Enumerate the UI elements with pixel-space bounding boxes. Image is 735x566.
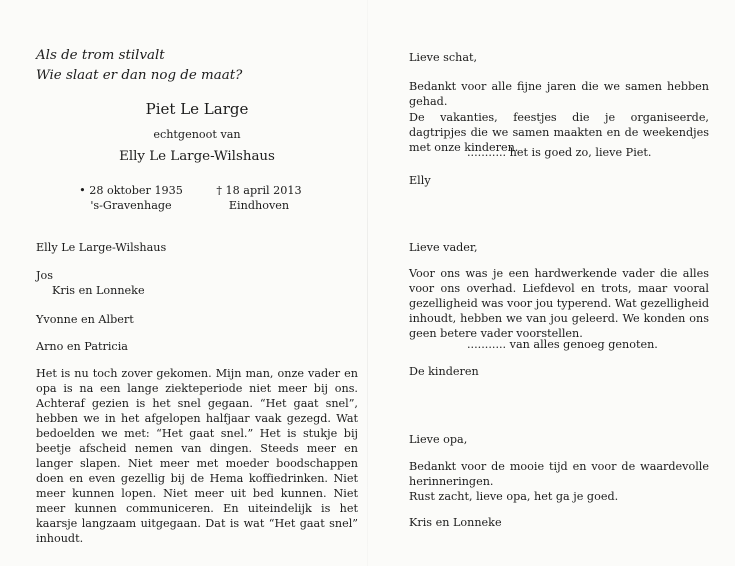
letter-wife-body-1: Bedankt voor alle fijne jaren die we samen hebben gehad. [409, 80, 709, 108]
letter-grandchildren-body-1: Bedankt voor de mooie tijd en voor de waardevolle herinneringen. [409, 460, 709, 488]
letter-wife-body-2: De vakanties, feestjes die je organiseerde, dagtripjes die we samen maakten en de weekendjes met onze kinderen. [409, 111, 709, 154]
family-child-3: Arno en Patricia [36, 340, 128, 353]
motto-line-1: Als de trom stilvalt [36, 48, 165, 63]
death-place: Eindhoven [228, 199, 290, 212]
letter-grandchildren-greeting: Lieve opa, [409, 433, 468, 446]
family-spouse: Elly Le Large-Wilshaus [36, 241, 167, 254]
family-child-2: Yvonne en Albert [36, 313, 134, 326]
letter-children-closing: ........... van alles genoeg genoten. [467, 338, 658, 351]
letter-wife-closing: ........... het is goed zo, lieve Piet. [467, 146, 652, 159]
death-date: † 18 april 2013 [216, 184, 302, 197]
motto [36, 46, 242, 86]
letter-grandchildren-body-2: Rust zacht, lieve opa, het ga je goed. [409, 490, 619, 503]
letter-wife-signature: Elly [409, 174, 431, 187]
letter-children-body: Voor ons was je een hardwerkende vader die alles voor ons overhad. Liefdevol en trots, maar vooral gezelligheid was voor jou typerend. Wat gezelligheid inhoudt, hebben we van jou geleerd. We konden ons geen betere vader voorstellen. [409, 267, 709, 340]
deceased-name: Piet Le Large [145, 100, 249, 118]
story-text: Het is nu toch zover gekomen. Mijn man, onze vader en opa is na een lange ziekteperiode niet meer bij ons. Achteraf gezien is het snel gegaan. “Het gaat snel”, hebben we in het afgelopen halfjaar vaak gezegd. Wat bedoelden we met: “Het gaat snel.” Het is stukje bij beetje afscheid nemen van dingen. Steeds meer en langer slapen. Niet meer met moeder boodschappen doen en even gezellig bij de Hema koffiedrinken. Niet meer kunnen lopen. Niet meer uit bed kunnen. Niet meer kunnen communiceren. En uiteindelijk is het kaarsje langzaam uitgegaan. Dat is wat “Het gaat snel” inhoudt. [36, 367, 358, 545]
letter-grandchildren-signature: Kris en Lonneke [409, 516, 502, 529]
birth-place: 's-Gravenhage [90, 199, 172, 212]
family-child-1: Jos [36, 269, 53, 282]
relation-text: echtgenoot van [153, 128, 241, 141]
birth-date: • 28 oktober 1935 [79, 184, 183, 197]
death-info [204, 183, 314, 213]
letter-children-greeting: Lieve vader, [409, 241, 478, 254]
family-grandchildren-1: Kris en Lonneke [52, 284, 145, 297]
motto-line-2: Wie slaat er dan nog de maat? [36, 68, 243, 83]
letter-wife-greeting: Lieve schat, [409, 51, 478, 64]
birth-info [76, 183, 186, 213]
spouse-name: Elly Le Large-Wilshaus [119, 149, 275, 164]
letter-children-signature: De kinderen [409, 365, 479, 378]
